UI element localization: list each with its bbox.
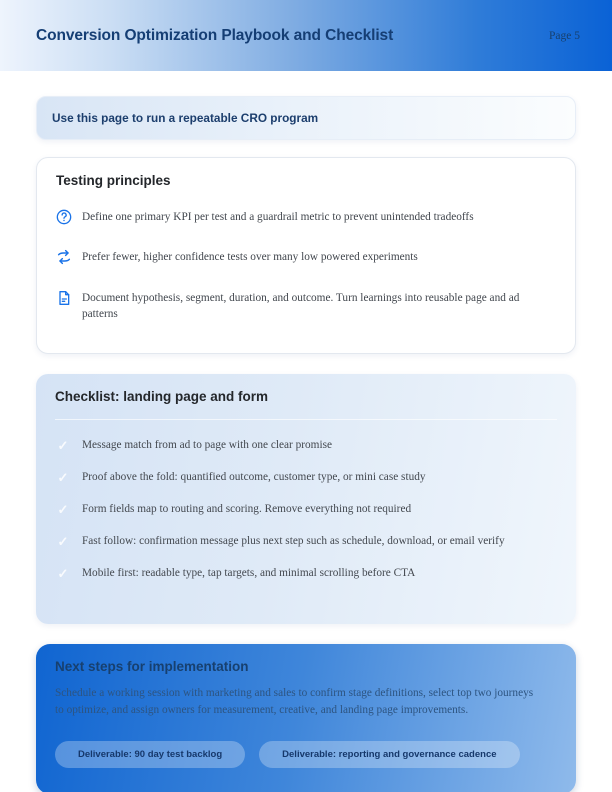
next-steps-card <box>36 644 576 792</box>
intro-banner <box>36 96 576 140</box>
checklist-card <box>36 374 576 624</box>
principle-item <box>56 209 556 225</box>
principle-text: Prefer fewer, higher confidence tests over many low powered experiments <box>82 251 418 264</box>
principle-item <box>56 249 556 265</box>
principle-text: Document hypothesis, segment, duration, and outcome. Turn learnings into reusable page and ad patterns <box>82 291 520 321</box>
testing-principles-card <box>36 157 576 354</box>
checklist-item-text: Form fields map to routing and scoring. Remove everything not required <box>82 502 412 515</box>
check-icon <box>55 470 71 486</box>
intro-banner-text: Use this page to run a repeatable CRO program <box>52 111 319 125</box>
next-steps-title: Next steps for implementation <box>55 658 249 674</box>
check-icon <box>55 534 71 550</box>
check-icon <box>55 502 71 518</box>
deliverables-row <box>55 741 557 768</box>
document-icon <box>56 290 72 306</box>
check-icon <box>55 566 71 582</box>
testing-principles-title: Testing principles <box>56 173 171 188</box>
page-header <box>0 0 612 71</box>
checklist-item-text: Message match from ad to page with one clear promise <box>82 438 333 451</box>
page-content <box>0 96 612 792</box>
check-icon <box>55 438 71 454</box>
principle-text: Define one primary KPI per test and a guardrail metric to prevent unintended tradeoffs <box>82 211 474 223</box>
checklist-item <box>55 566 557 582</box>
next-steps-body: Schedule a working session with marketing and sales to confirm stage definitions, select top two journeys to optimize, and assign owners for measurement, creative, and landing page improvements. <box>55 686 534 717</box>
checklist-item <box>55 502 557 518</box>
deliverable-badge: Deliverable: 90 day test backlog <box>55 741 245 768</box>
checklist-item <box>55 534 557 550</box>
help-circle-icon <box>56 209 72 225</box>
divider <box>55 419 557 420</box>
checklist-item-text: Proof above the fold: quantified outcome, customer type, or mini case study <box>82 470 426 483</box>
checklist-item-text: Mobile first: readable type, tap targets, and minimal scrolling before CTA <box>82 566 416 579</box>
checklist-item <box>55 438 557 454</box>
checklist-title: Checklist: landing page and form <box>55 388 269 404</box>
deliverable-badge: Deliverable: reporting and governance cadence <box>259 741 519 768</box>
swap-arrows-icon <box>56 249 72 265</box>
checklist-item <box>55 470 557 486</box>
page-title: Conversion Optimization Playbook and Checklist <box>36 26 394 44</box>
principle-item <box>56 290 556 323</box>
page-number: Page 5 <box>549 29 580 42</box>
checklist-item-text: Fast follow: confirmation message plus next step such as schedule, download, or email verify <box>82 534 505 547</box>
